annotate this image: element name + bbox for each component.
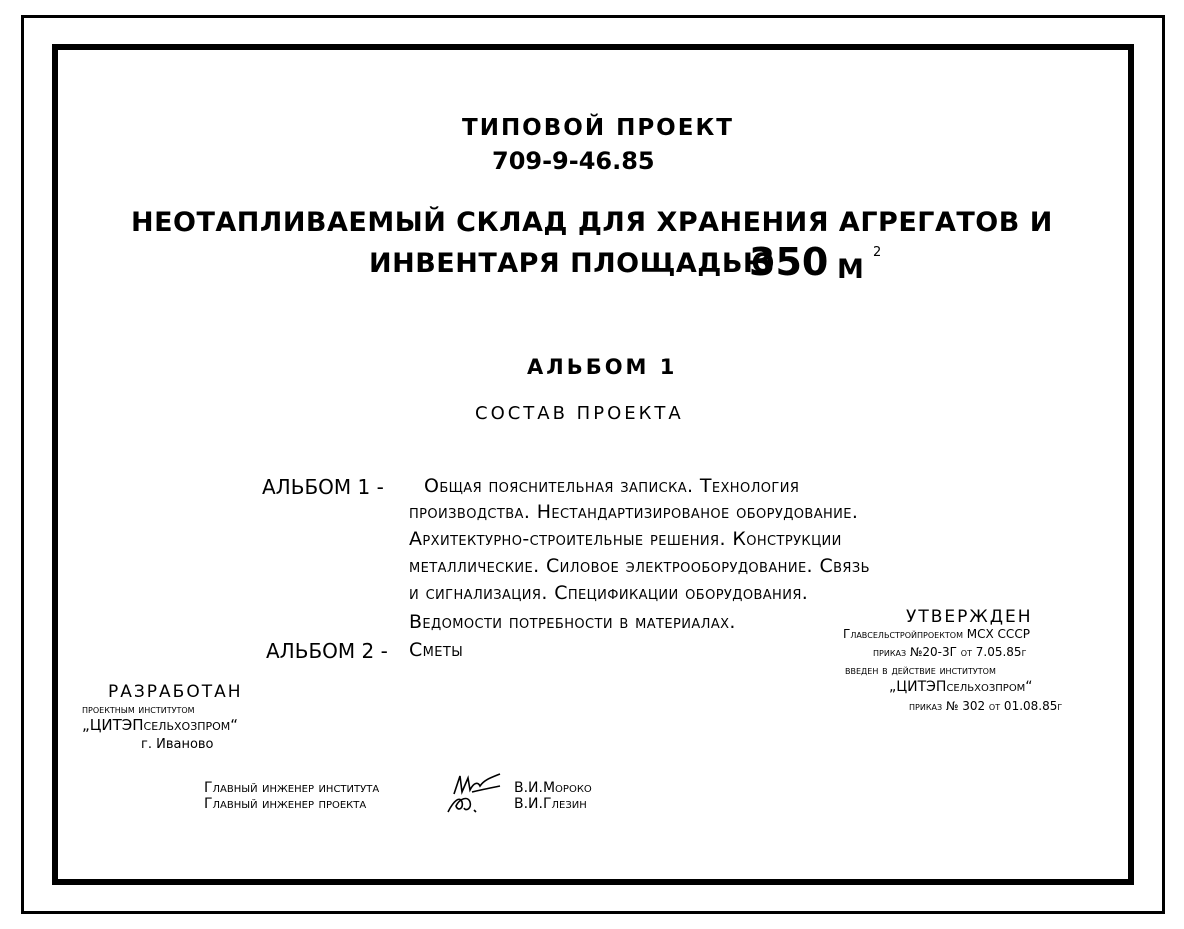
project-code: 709-9-46.85 xyxy=(492,147,655,175)
signature-role: Главный инженер института xyxy=(204,780,380,796)
album-heading: АЛЬБОМ 1 xyxy=(527,355,678,379)
signature-role: Главный инженер проекта xyxy=(204,796,367,812)
project-type-label: ТИПОВОЙ ПРОЕКТ xyxy=(462,115,734,141)
approval-heading: УТВЕРЖДЕН xyxy=(906,607,1033,627)
signature-mark-1 xyxy=(454,774,500,794)
signature-name: В.И.Глезин xyxy=(514,796,587,812)
developer-heading: РАЗРАБОТАН xyxy=(108,682,243,702)
album1-line: Архитектурно-строительные решения. Конструкции xyxy=(409,528,842,550)
area-unit: М xyxy=(837,254,864,285)
album1-line: и сигнализация. Спецификации оборудования. xyxy=(409,582,809,604)
album1-line: Общая пояснительная записка. Технология xyxy=(424,475,800,497)
area-value: 350 xyxy=(749,240,829,284)
album1-line: производства. Нестандартизированое оборудование. xyxy=(409,501,859,523)
approval-line: Главсельстройпроектом МСХ СССР xyxy=(843,627,1030,641)
album1-line: Ведомости потребности в материалах. xyxy=(409,611,736,633)
handwritten-signatures xyxy=(440,768,510,816)
project-title-line1: НЕОТАПЛИВАЕМЫЙ СКЛАД ДЛЯ ХРАНЕНИЯ АГРЕГАТОВ И xyxy=(131,207,1053,238)
approval-line: приказ № 302 от 01.08.85г xyxy=(909,699,1063,713)
album2-text: Сметы xyxy=(409,639,464,661)
project-title-line2: ИНВЕНТАРЯ ПЛОЩАДЬЮ xyxy=(369,248,776,279)
composition-heading: СОСТАВ ПРОЕКТА xyxy=(475,403,684,424)
signature-name: В.И.Мороко xyxy=(514,780,592,796)
developer-line: „ЦИТЭПсельхозпром“ xyxy=(82,716,239,734)
approval-line: „ЦИТЭПсельхозпром“ xyxy=(889,679,1033,695)
approval-line: приказ №20-3Г от 7.05.85г xyxy=(873,645,1027,659)
album1-line: металлические. Силовое электрооборудование. Связь xyxy=(409,555,870,577)
album2-label: АЛЬБОМ 2 - xyxy=(266,639,388,663)
developer-line: проектным институтом xyxy=(82,703,195,716)
area-exponent: 2 xyxy=(873,245,882,260)
album1-label: АЛЬБОМ 1 - xyxy=(262,475,384,499)
signature-mark-2 xyxy=(448,799,476,812)
developer-line: г. Иваново xyxy=(141,737,214,752)
approval-line: введен в действие институтом xyxy=(845,663,996,677)
